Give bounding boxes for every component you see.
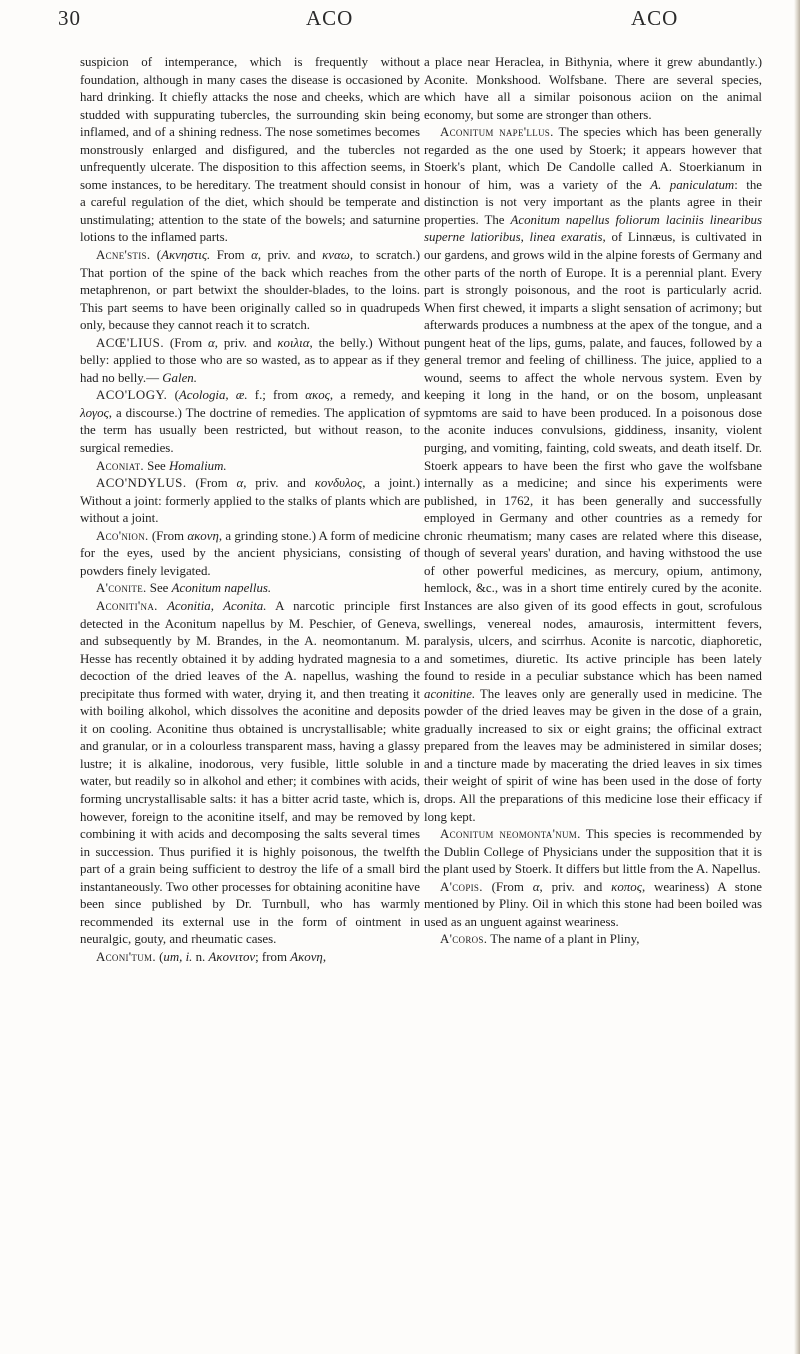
right-column	[424, 54, 762, 949]
entry-text: See	[146, 581, 172, 596]
italic-text: aconitine.	[424, 686, 476, 701]
italic-text: um, i.	[163, 949, 193, 964]
entry-headword: A'copis.	[440, 879, 483, 894]
entry-headword: A'coros.	[440, 932, 488, 947]
greek-term: α	[532, 879, 540, 894]
entry-text: , to scratch.) That portion of the spine of the back which reaches from the metaphrenon, or part betwixt the shoulder-blades, to the loins. This part seems to have been originally called so in quadrupeds only, because they cannot reach it to scratch.	[80, 248, 420, 333]
entry-text: n.	[192, 949, 209, 964]
entry-text: The name of a plant in Pliny,	[487, 932, 640, 947]
page-number: 30	[58, 6, 81, 30]
entry-text: : the distinction is not very important as the plants agree in their properties. The	[424, 177, 762, 227]
entry-headword: ACO'LOGY.	[96, 388, 168, 403]
greek-term: κναω	[322, 248, 350, 263]
entry-headword: Aconiat.	[96, 458, 144, 473]
dictionary-entry	[424, 879, 762, 932]
italic-text: Aconitum napellus foliorum laciniis linearibus superne latioribus, linea exaratis,	[424, 212, 762, 245]
italic-text: Aconitia, Aconita.	[167, 598, 267, 613]
page-header	[58, 6, 778, 36]
greek-term: κονδυλος	[314, 476, 363, 491]
entry-headword: ACŒ'LIUS.	[96, 335, 165, 350]
entry-text: , the belly.) Without belly: applied to those who are so wasted, as to appear as if they had no belly.—	[80, 335, 421, 385]
dictionary-entry	[80, 335, 420, 388]
dictionary-entry	[424, 931, 762, 949]
greek-term: α	[251, 248, 258, 263]
italic-text: Homalium.	[169, 458, 227, 473]
entry-text: The leaves only are generally used in medicine. The powder of the dried leaves may be given in the dose of a grain, gradually increased to six or eight grains; the officinal extract prepared from the leaves may be administered in similar doses; and a tincture made by macerating the dried leaves in six times their weight of spirit of wine has been used in the dose of forty drops. All the preparations of this medicine lose their efficacy if long kept.	[424, 686, 762, 824]
entry-text: , a grinding stone.) A form of medicine for the eyes, used by the ancient physicians, consisting of powders finely levigated.	[80, 528, 420, 578]
dictionary-entry	[80, 387, 420, 457]
dictionary-entry	[80, 949, 420, 967]
greek-term: κοπος	[611, 879, 642, 894]
greek-term: ακονη	[187, 528, 219, 543]
entry-text: , a remedy, and	[329, 388, 421, 403]
entry-text: suspicion of intemperance, which is frequently without foundation, although in many cases the disease is occasioned by hard drinking. It chiefly attacks the nose and cheeks, which are studded with suppurating tubercles, the surrounding skin being inflamed, and of a shining redness. The nose sometimes becomes monstrously enlarged and disfigured, and the tubercles not unfrequently ulcerate. The disposition to this affection seems, in some instances, to be hereditary. The treatment should consist in a careful regulation of the diet, which should be temperate and unstimulating; attention to the state of the bowels; and saturnine lotions to the inflamed parts.	[80, 55, 420, 245]
entry-text: A narcotic principle first detected in the Aconitum napellus by M. Peschier, of Geneva, and subsequently by M. Brandes, in the A. neomontanum. M. Hesse has recently obtained it by adding hydrated magnesia to a decoction of the dried leaves of the A. napellus, washing the precipitate thus formed with water, drying it, and then treating it with boiling alkohol, which dissolves the aconitine and deposits it on cooling. Aconitine thus obtained is uncrystallisable; white and granular, or in a colourless transparent mass, having a glassy lustre; it is alkaline, inodorous, very fusible, little soluble in water, but readily so in alkohol and ether; it combines with acids, forming uncrystallisable salts: it has a bitter acrid taste, which is, however, foreign to the aconitine itself, and may be removed by combining it with acids and decomposing the salts several times in succession. Thus purified it is highly poisonous, the twelfth part of a grain being sufficient to destroy the life of a small bird instantaneously. Two other processes for obtaining aconitine have been since published by Dr. Turnbull, who has warmly recommended its external use in the form of ointment in neuralgic, gouty, and rheumatic cases.	[80, 598, 420, 947]
entry-text: (From	[148, 528, 188, 543]
entry-text	[158, 599, 167, 613]
entry-headword: Aconitum nape'llus.	[440, 125, 554, 140]
greek-term: Ακονιτον	[208, 949, 256, 964]
entry-headword: ACO'NDYLUS.	[96, 476, 187, 491]
greek-term: λογος	[80, 405, 109, 420]
dictionary-entry	[424, 826, 762, 879]
entry-headword: Acne'stis.	[96, 248, 151, 263]
dictionary-entry	[424, 124, 762, 826]
entry-text: (From	[186, 476, 237, 491]
running-head-right: ACO	[631, 6, 679, 30]
entry-text: a place near Heraclea, in Bithynia, where it grew abundantly.) Aconite. Monkshood. Wolfsbane. There are several species, which have all a similar poisonous aciion on the animal economy, but some are stronger than others.	[424, 55, 762, 122]
greek-term: α	[236, 476, 244, 491]
dictionary-entry	[80, 54, 420, 247]
dictionary-entry	[80, 247, 420, 335]
entry-text: , a discourse.) The doctrine of remedies. The application of the term has usually been restricted, but without reason, to surgical remedies.	[80, 405, 420, 456]
dictionary-entry	[80, 458, 420, 476]
entry-text: f.; from	[247, 388, 306, 403]
entry-text: See	[143, 458, 169, 473]
entry-text: This species is recommended by the Dublin College of Physicians under the supposition that it is the plant used by Stoerk. It differs but little from the A. Napellus.	[424, 827, 762, 877]
entry-text: (	[150, 248, 162, 263]
entry-text: , priv. and	[539, 879, 612, 894]
running-head-left: ACO	[306, 6, 354, 30]
entry-text: (From	[164, 335, 209, 350]
entry-text: ,	[322, 949, 327, 964]
dictionary-entry	[424, 54, 762, 124]
greek-term: Ακονη	[290, 949, 323, 964]
italic-text: Acologia, æ.	[178, 388, 248, 403]
entry-text: (	[155, 949, 164, 964]
entry-text: , weariness) A stone mentioned by Pliny. Oil in which this stone had been boiled was used as an unguent against weariness.	[424, 879, 762, 929]
entry-text: From	[210, 248, 252, 263]
greek-term: α	[208, 335, 215, 350]
entry-headword: Aco'nion.	[96, 528, 149, 543]
entry-text: , priv. and	[214, 335, 278, 350]
entry-headword: Aconitum neomonta'num.	[440, 827, 581, 842]
entry-text: of Linnæus, is cultivated in our gardens, and grows wild in the alpine forests of Germany and other parts of the north of Europe. It is a perennial plant. Every part is strongly poisonous, and the root is particularly acrid. When first chewed, it imparts a slight sensation of acrimony; but afterwards produces a numbness at the apex of the tongue, and a pungent heat of the lips, gums, palate, and fauces, followed by a general tremor and feeling of chilliness. The juice, applied to a wound, seems to affect the whole nervous system. Even by keeping it long in the hand, or on the bosom, unpleasant sypmtoms are said to have been produced. In a poisonous dose the aconite induces convulsions, giddiness, insanity, violent purging, and vomiting, fainting, cold sweats, and death itself. Dr. Stoerk appears to have been the first who gave the wolfsbane internally as a medicine; and since his experiments were published, in 1762, it has been generally and successfully employed in Germany and other countries as a remedy for chronic rheumatism; many cases are related where this disease, though of several years' duration, and having withstood the use of other powerful medicines, as mercury, opium, antimony, hemlock, &c., was in a short time entirely cured by the aconite. Instances are also given of its good effects in gout, scrofulous swellings, venereal nodes, amaurosis, intermittent fevers, paralysis, ulcers, and scirrhus. Aconite is narcotic, diaphoretic, and sometimes, diuretic. Its active principle has been lately found to reside in a peculiar substance which has been named	[424, 230, 763, 684]
dictionary-entry	[80, 598, 420, 949]
entry-text: , priv. and	[257, 248, 323, 263]
dictionary-entry	[80, 475, 420, 528]
dictionary-entry	[80, 580, 420, 598]
dictionary-entry	[80, 528, 420, 581]
greek-term: ακος	[305, 388, 330, 403]
italic-text: Galen.	[162, 370, 197, 385]
page-edge-shadow	[794, 0, 800, 1354]
entry-headword: A'conite.	[96, 581, 147, 596]
greek-term: Ακνηστις.	[161, 248, 211, 263]
entry-text: , a joint.) Without a joint: formerly applied to the stalks of plants which are without a joint.	[80, 476, 420, 526]
entry-headword: Aconiti'na.	[96, 598, 158, 613]
italic-text: Aconitum napellus.	[171, 581, 272, 596]
left-column	[80, 54, 420, 966]
entry-text: The species which has been generally regarded as the one used by Stoerk; it appears however that Stoerk's plant, which De Candolle called A. Stoerkianum in honour of him, was a variety of the	[424, 125, 763, 192]
entry-text: (	[167, 388, 179, 403]
entry-text: ; from	[255, 949, 291, 964]
entry-text: , priv. and	[243, 476, 315, 491]
italic-text: A. paniculatum	[650, 177, 735, 192]
greek-term: κοιλια	[277, 335, 310, 350]
entry-text: (From	[482, 879, 533, 894]
entry-headword: Aconi'tum.	[96, 949, 156, 964]
